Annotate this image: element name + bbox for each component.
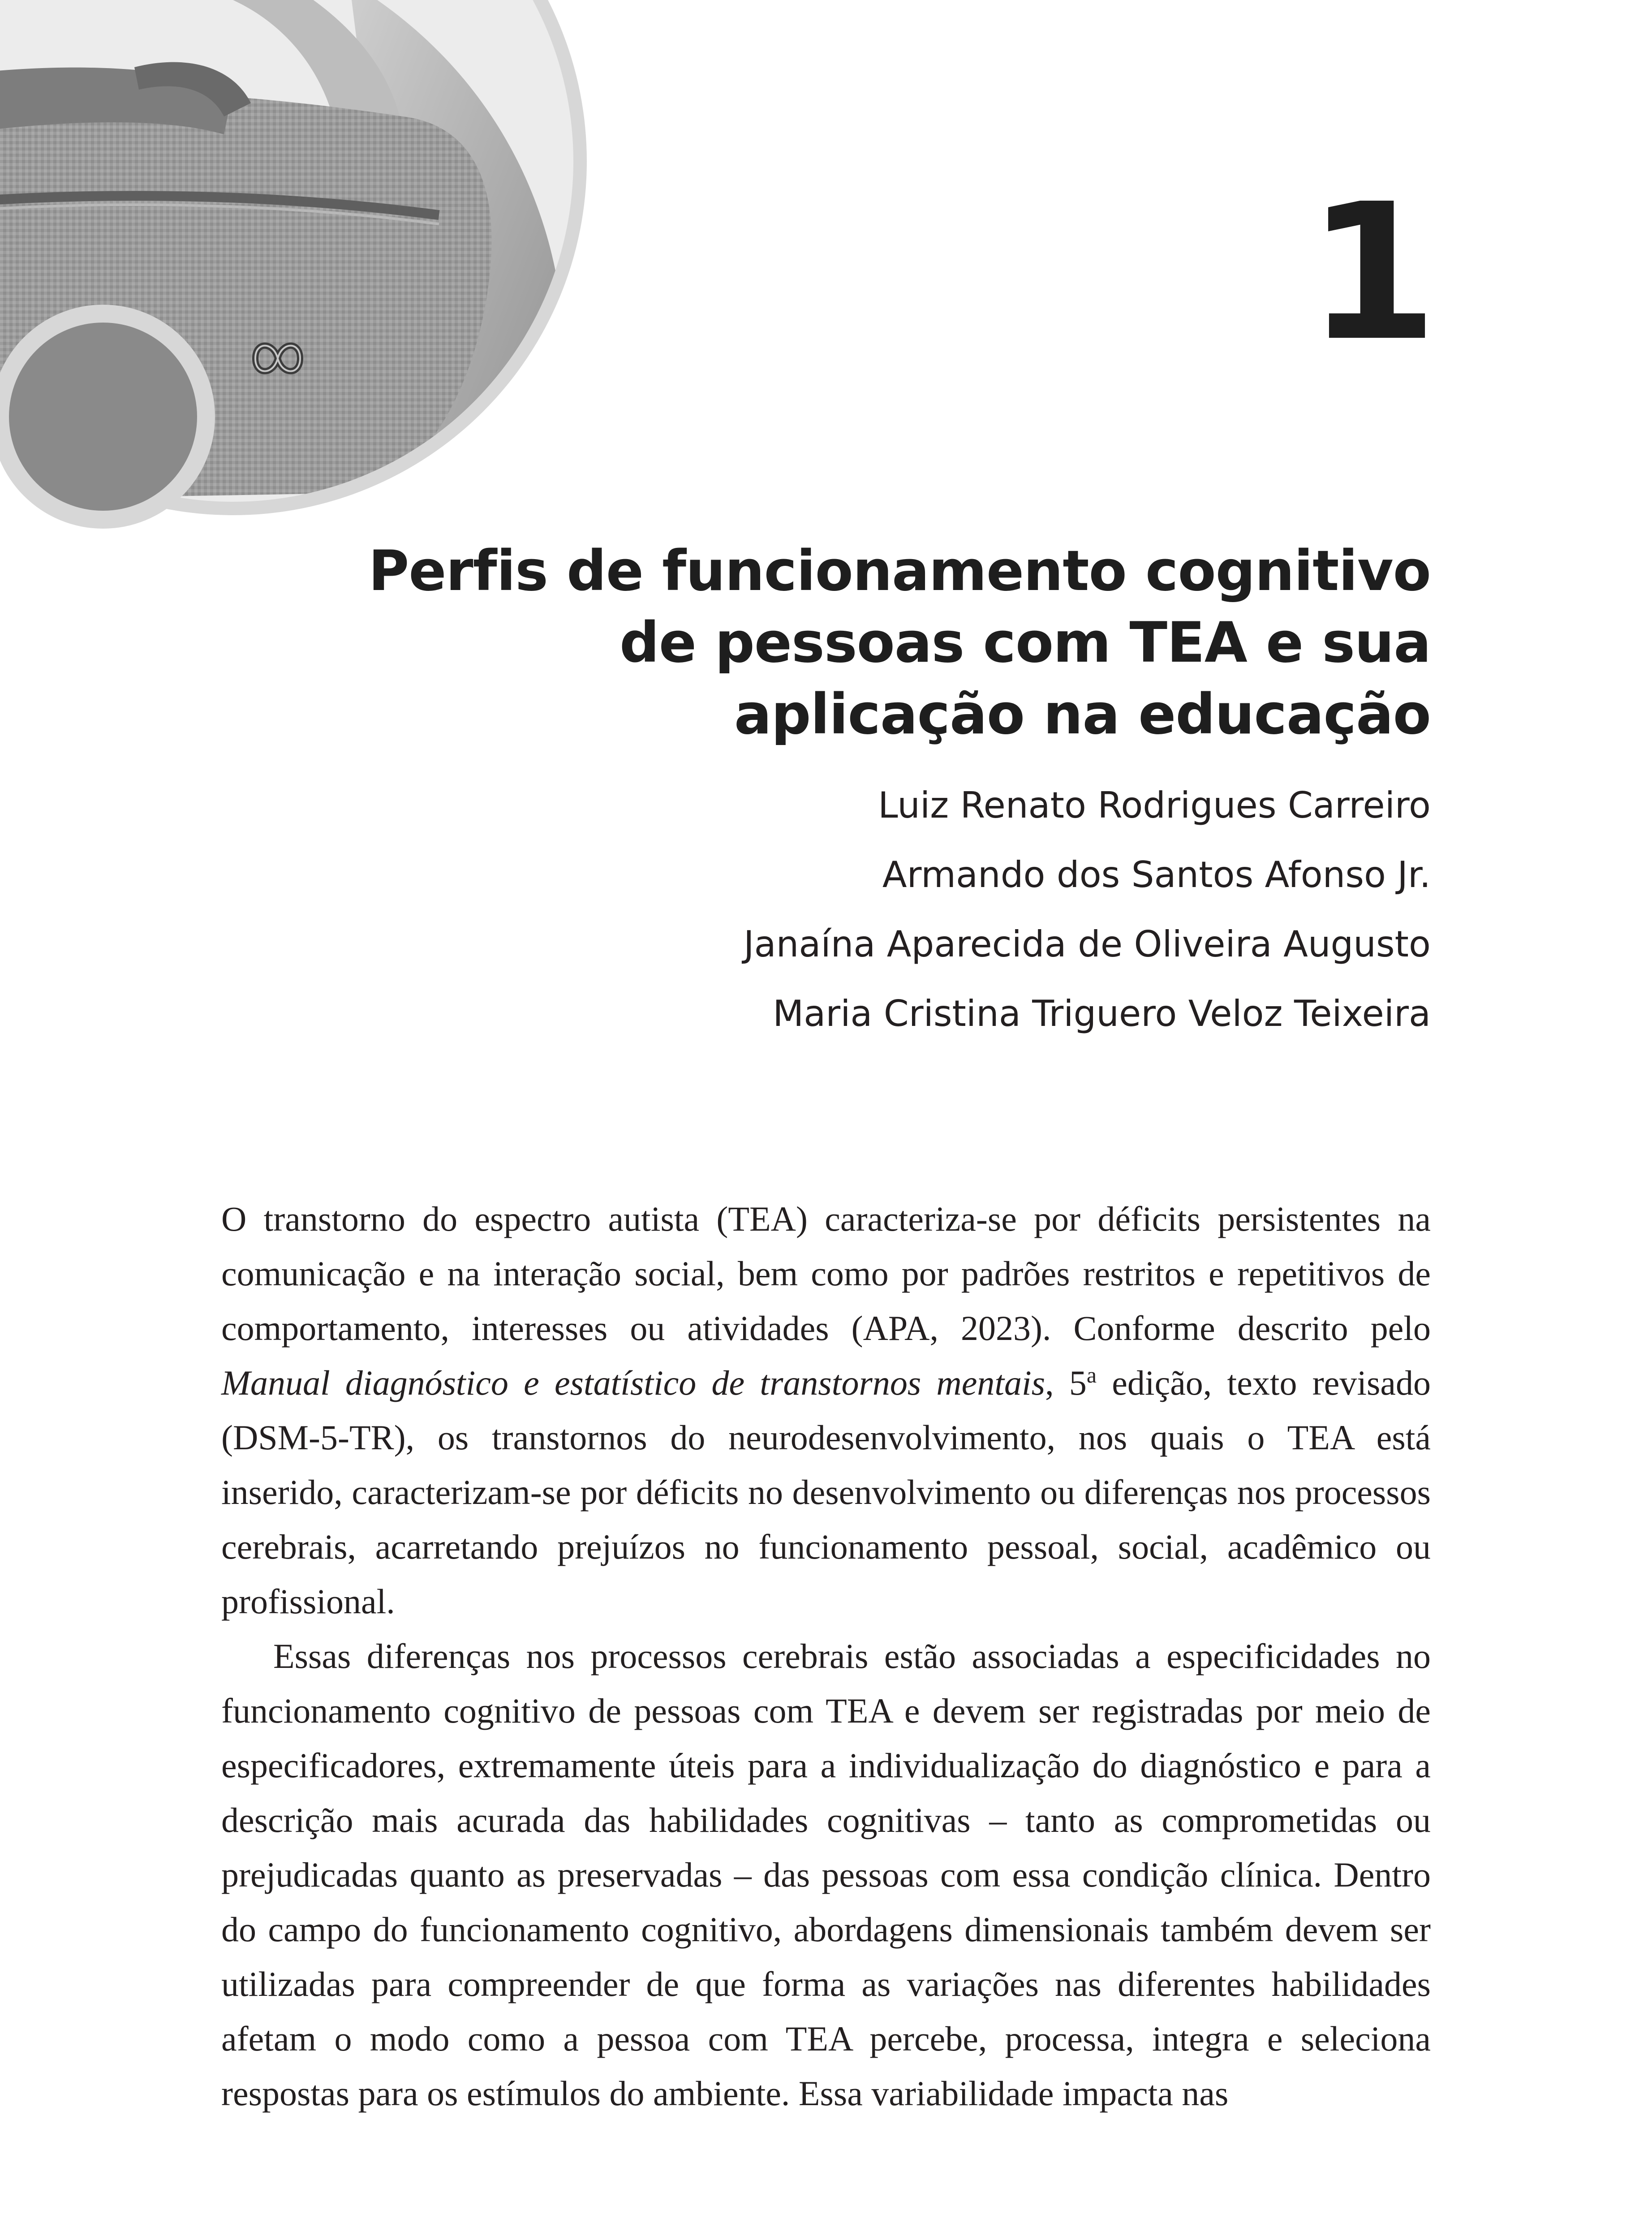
chapter-title-line: aplicação na educação xyxy=(734,682,1431,747)
chapter-number: 1 xyxy=(1307,164,1433,383)
book-title-italic: Manual diagnóstico e estatístico de transtornos mentais xyxy=(221,1363,1045,1402)
author-name: Armando dos Santos Afonso Jr. xyxy=(882,854,1431,896)
author-list xyxy=(448,771,1431,1048)
chapter-header-photo xyxy=(0,0,591,551)
author-name: Maria Cristina Triguero Veloz Teixeira xyxy=(773,993,1431,1034)
chapter-title-line: Perfis de funcionamento cognitivo xyxy=(368,539,1431,603)
author-name: Luiz Renato Rodrigues Carreiro xyxy=(878,784,1431,826)
chapter-title xyxy=(314,535,1431,750)
author-name: Janaína Aparecida de Oliveira Augusto xyxy=(744,923,1431,965)
chapter-body xyxy=(221,1192,1431,2121)
body-text-run: edição, texto revisado (DSM-5-TR), os transtornos do neurodesenvolvimento, nos quais o TEA está inserido, caracterizam-se por déficits no desenvolvimento ou diferenças nos processos cerebrais, acarretando prejuízos no funcionamento pessoal, social, acadêmico ou profissional. xyxy=(221,1363,1431,1621)
body-text-run: O transtorno do espectro autista (TEA) caracteriza-se por déficits persistentes na comunicação e na interação social, bem como por padrões restritos e repetitivos de comportamento, interesses ou atividades (APA, 2023). Conforme descrito pelo xyxy=(221,1199,1431,1348)
chapter-title-line: de pessoas com TEA e sua xyxy=(620,611,1431,675)
body-paragraph xyxy=(221,1192,1431,1629)
body-text-run: , 5 xyxy=(1045,1363,1087,1402)
ordinal-superscript: a xyxy=(1086,1362,1097,1387)
body-paragraph: Essas diferenças nos processos cerebrais estão associadas a especificidades no funcionamento cognitivo de pessoas com TEA e devem ser registradas por meio de especificadores, extremamente úteis para a individualização do diagnóstico e para a descrição mais acurada das habilidades cognitivas – tanto as comprometidas ou prejudicadas quanto as preservadas – das pessoas com essa condição clínica. Dentro do campo do funcionamento cognitivo, abordagens dimensionais também devem ser utilizadas para compreender de que forma as variações nas diferentes habilidades afetam o modo como a pessoa com TEA percebe, processa, integra e seleciona respostas para os estímulos do ambiente. Essa variabilidade impacta nas xyxy=(221,1637,1431,2113)
